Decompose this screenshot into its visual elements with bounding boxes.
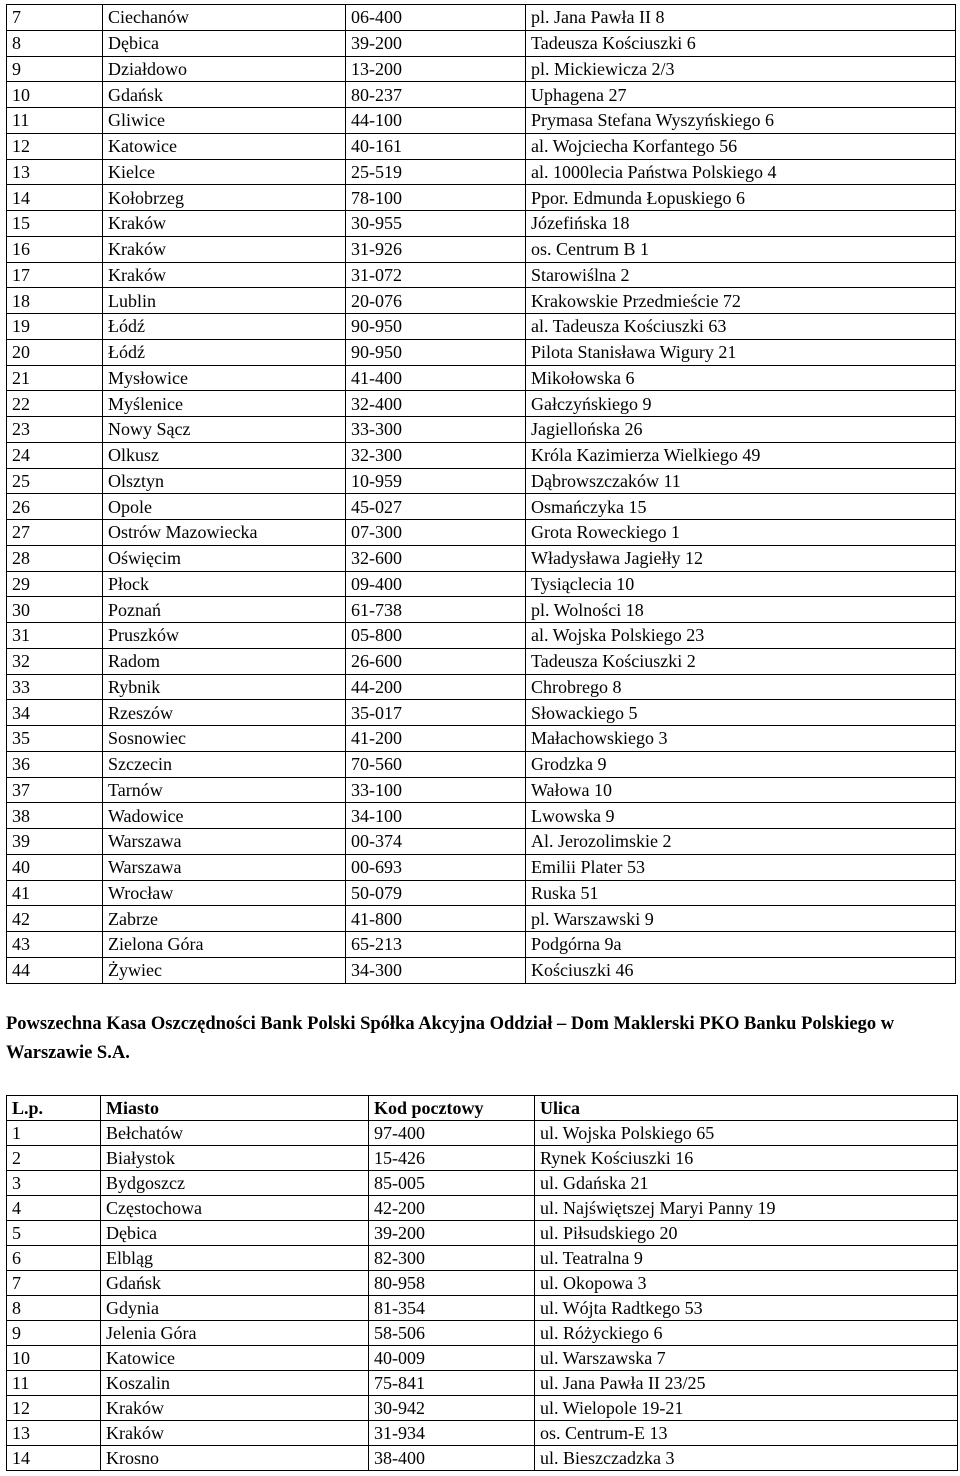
table-row xyxy=(7,1146,958,1171)
header-postal-code: Kod pocztowy xyxy=(369,1096,535,1121)
cell-postal-code: 80-958 xyxy=(369,1271,535,1296)
cell-lp: 9 xyxy=(7,56,103,82)
cell-street: al. Wojciecha Korfantego 56 xyxy=(526,133,956,159)
cell-postal-code: 44-100 xyxy=(346,108,526,134)
cell-lp: 13 xyxy=(7,159,103,185)
cell-postal-code: 32-600 xyxy=(346,545,526,571)
cell-postal-code: 39-200 xyxy=(369,1221,535,1246)
cell-lp: 34 xyxy=(7,700,103,726)
cell-street: al. Tadeusza Kościuszki 63 xyxy=(526,314,956,340)
table-row xyxy=(7,211,956,237)
cell-city: Gliwice xyxy=(103,108,346,134)
cell-lp: 23 xyxy=(7,417,103,443)
section-heading: Powszechna Kasa Oszczędności Bank Polski Spółka Akcyjna Oddział – Dom Maklerski PKO Banku Polskiego w Warszawie S.A. xyxy=(6,1014,895,1063)
cell-city: Dębica xyxy=(101,1221,369,1246)
cell-postal-code: 39-200 xyxy=(346,30,526,56)
cell-lp: 8 xyxy=(7,30,103,56)
table-row xyxy=(7,1171,958,1196)
table-row xyxy=(7,803,956,829)
cell-postal-code: 70-560 xyxy=(346,751,526,777)
cell-city: Kielce xyxy=(103,159,346,185)
table-row xyxy=(7,1271,958,1296)
table-row xyxy=(7,1396,958,1421)
cell-street: ul. Warszawska 7 xyxy=(535,1346,958,1371)
cell-lp: 13 xyxy=(7,1421,101,1446)
cell-city: Dębica xyxy=(103,30,346,56)
cell-lp: 40 xyxy=(7,854,103,880)
table-row xyxy=(7,906,956,932)
cell-lp: 10 xyxy=(7,1346,101,1371)
cell-postal-code: 32-300 xyxy=(346,442,526,468)
cell-city: Warszawa xyxy=(103,854,346,880)
cell-city: Łódź xyxy=(103,339,346,365)
cell-postal-code: 45-027 xyxy=(346,494,526,520)
cell-lp: 15 xyxy=(7,211,103,237)
cell-lp: 9 xyxy=(7,1321,101,1346)
cell-street: Emilii Plater 53 xyxy=(526,854,956,880)
table-row xyxy=(7,1296,958,1321)
cell-street: Starowiślna 2 xyxy=(526,262,956,288)
table-row xyxy=(7,288,956,314)
cell-lp: 37 xyxy=(7,777,103,803)
cell-lp: 12 xyxy=(7,1396,101,1421)
table-row xyxy=(7,1246,958,1271)
cell-street: Gałczyńskiego 9 xyxy=(526,391,956,417)
cell-lp: 4 xyxy=(7,1196,101,1221)
cell-city: Elbląg xyxy=(101,1246,369,1271)
cell-street: Uphagena 27 xyxy=(526,82,956,108)
cell-postal-code: 33-300 xyxy=(346,417,526,443)
table-row xyxy=(7,700,956,726)
table-row xyxy=(7,1221,958,1246)
cell-city: Kołobrzeg xyxy=(103,185,346,211)
table-row xyxy=(7,417,956,443)
cell-city: Pruszków xyxy=(103,623,346,649)
cell-lp: 28 xyxy=(7,545,103,571)
cell-city: Poznań xyxy=(103,597,346,623)
cell-city: Lublin xyxy=(103,288,346,314)
cell-street: ul. Wielopole 19-21 xyxy=(535,1396,958,1421)
table-row xyxy=(7,30,956,56)
cell-postal-code: 34-100 xyxy=(346,803,526,829)
cell-city: Wadowice xyxy=(103,803,346,829)
table-row xyxy=(7,957,956,983)
cell-postal-code: 13-200 xyxy=(346,56,526,82)
cell-city: Katowice xyxy=(101,1346,369,1371)
cell-city: Myślenice xyxy=(103,391,346,417)
cell-city: Kraków xyxy=(103,211,346,237)
cell-postal-code: 31-072 xyxy=(346,262,526,288)
cell-lp: 31 xyxy=(7,623,103,649)
cell-lp: 19 xyxy=(7,314,103,340)
cell-city: Zielona Góra xyxy=(103,932,346,958)
cell-postal-code: 40-161 xyxy=(346,133,526,159)
cell-city: Szczecin xyxy=(103,751,346,777)
cell-lp: 2 xyxy=(7,1146,101,1171)
cell-postal-code: 05-800 xyxy=(346,623,526,649)
cell-street: al. Wojska Polskiego 23 xyxy=(526,623,956,649)
table-row xyxy=(7,520,956,546)
cell-street: Prymasa Stefana Wyszyńskiego 6 xyxy=(526,108,956,134)
cell-lp: 36 xyxy=(7,751,103,777)
cell-postal-code: 35-017 xyxy=(346,700,526,726)
cell-street: Ruska 51 xyxy=(526,880,956,906)
cell-postal-code: 31-934 xyxy=(369,1421,535,1446)
cell-street: pl. Wolności 18 xyxy=(526,597,956,623)
cell-street: Ppor. Edmunda Łopuskiego 6 xyxy=(526,185,956,211)
table-row xyxy=(7,751,956,777)
cell-city: Radom xyxy=(103,648,346,674)
cell-postal-code: 50-079 xyxy=(346,880,526,906)
cell-lp: 42 xyxy=(7,906,103,932)
cell-lp: 22 xyxy=(7,391,103,417)
cell-street: Króla Kazimierza Wielkiego 49 xyxy=(526,442,956,468)
table-row xyxy=(7,159,956,185)
table-row xyxy=(7,262,956,288)
cell-lp: 27 xyxy=(7,520,103,546)
cell-postal-code: 75-841 xyxy=(369,1371,535,1396)
cell-street: Grodzka 9 xyxy=(526,751,956,777)
cell-lp: 26 xyxy=(7,494,103,520)
table-row xyxy=(7,648,956,674)
cell-street: Dąbrowszczaków 11 xyxy=(526,468,956,494)
cell-postal-code: 25-519 xyxy=(346,159,526,185)
table-row xyxy=(7,494,956,520)
cell-postal-code: 82-300 xyxy=(369,1246,535,1271)
cell-street: Mikołowska 6 xyxy=(526,365,956,391)
cell-street: Wałowa 10 xyxy=(526,777,956,803)
header-city: Miasto xyxy=(101,1096,369,1121)
cell-postal-code: 90-950 xyxy=(346,339,526,365)
cell-lp: 8 xyxy=(7,1296,101,1321)
cell-postal-code: 41-800 xyxy=(346,906,526,932)
cell-postal-code: 61-738 xyxy=(346,597,526,623)
cell-street: ul. Okopowa 3 xyxy=(535,1271,958,1296)
cell-lp: 41 xyxy=(7,880,103,906)
cell-street: Józefińska 18 xyxy=(526,211,956,237)
cell-lp: 11 xyxy=(7,108,103,134)
cell-street: ul. Bieszczadzka 3 xyxy=(535,1446,958,1471)
cell-street: ul. Jana Pawła II 23/25 xyxy=(535,1371,958,1396)
table-row xyxy=(7,365,956,391)
table-row xyxy=(7,236,956,262)
cell-lp: 43 xyxy=(7,932,103,958)
cell-lp: 10 xyxy=(7,82,103,108)
table-row xyxy=(7,932,956,958)
cell-postal-code: 30-942 xyxy=(369,1396,535,1421)
cell-city: Sosnowiec xyxy=(103,726,346,752)
cell-lp: 1 xyxy=(7,1121,101,1146)
cell-lp: 21 xyxy=(7,365,103,391)
branch-table-2 xyxy=(6,1095,958,1471)
cell-city: Oświęcim xyxy=(103,545,346,571)
cell-city: Żywiec xyxy=(103,957,346,983)
cell-street: ul. Piłsudskiego 20 xyxy=(535,1221,958,1246)
cell-lp: 7 xyxy=(7,5,103,31)
cell-street: os. Centrum B 1 xyxy=(526,236,956,262)
cell-street: Pilota Stanisława Wigury 21 xyxy=(526,339,956,365)
cell-postal-code: 20-076 xyxy=(346,288,526,314)
cell-postal-code: 81-354 xyxy=(369,1296,535,1321)
table-row xyxy=(7,854,956,880)
cell-city: Rzeszów xyxy=(103,700,346,726)
table-row xyxy=(7,185,956,211)
cell-postal-code: 40-009 xyxy=(369,1346,535,1371)
cell-street: Al. Jerozolimskie 2 xyxy=(526,829,956,855)
cell-street: Tadeusza Kościuszki 2 xyxy=(526,648,956,674)
cell-city: Kraków xyxy=(101,1396,369,1421)
cell-postal-code: 30-955 xyxy=(346,211,526,237)
cell-street: Chrobrego 8 xyxy=(526,674,956,700)
table-row xyxy=(7,314,956,340)
cell-postal-code: 78-100 xyxy=(346,185,526,211)
cell-city: Bełchatów xyxy=(101,1121,369,1146)
cell-city: Wrocław xyxy=(103,880,346,906)
cell-postal-code: 34-300 xyxy=(346,957,526,983)
cell-street: Jagiellońska 26 xyxy=(526,417,956,443)
table-row xyxy=(7,5,956,31)
cell-street: Tysiąclecia 10 xyxy=(526,571,956,597)
cell-street: Rynek Kościuszki 16 xyxy=(535,1146,958,1171)
cell-lp: 11 xyxy=(7,1371,101,1396)
cell-street: al. 1000lecia Państwa Polskiego 4 xyxy=(526,159,956,185)
cell-city: Mysłowice xyxy=(103,365,346,391)
cell-city: Ostrów Mazowiecka xyxy=(103,520,346,546)
cell-city: Łódź xyxy=(103,314,346,340)
cell-postal-code: 85-005 xyxy=(369,1171,535,1196)
cell-street: ul. Teatralna 9 xyxy=(535,1246,958,1271)
cell-postal-code: 42-200 xyxy=(369,1196,535,1221)
cell-street: ul. Różyckiego 6 xyxy=(535,1321,958,1346)
cell-postal-code: 00-374 xyxy=(346,829,526,855)
cell-postal-code: 65-213 xyxy=(346,932,526,958)
table-row xyxy=(7,1446,958,1471)
table-row xyxy=(7,623,956,649)
cell-postal-code: 41-200 xyxy=(346,726,526,752)
cell-lp: 6 xyxy=(7,1246,101,1271)
cell-lp: 38 xyxy=(7,803,103,829)
cell-lp: 14 xyxy=(7,185,103,211)
cell-postal-code: 58-506 xyxy=(369,1321,535,1346)
table-row xyxy=(7,1421,958,1446)
table-row xyxy=(7,1321,958,1346)
cell-city: Warszawa xyxy=(103,829,346,855)
header-lp: L.p. xyxy=(7,1096,101,1121)
table-row xyxy=(7,1196,958,1221)
cell-street: ul. Wójta Radtkego 53 xyxy=(535,1296,958,1321)
cell-city: Bydgoszcz xyxy=(101,1171,369,1196)
cell-lp: 14 xyxy=(7,1446,101,1471)
table-row xyxy=(7,339,956,365)
table-row xyxy=(7,880,956,906)
cell-street: Kościuszki 46 xyxy=(526,957,956,983)
table-row xyxy=(7,726,956,752)
table-row xyxy=(7,108,956,134)
cell-city: Kraków xyxy=(103,262,346,288)
cell-lp: 16 xyxy=(7,236,103,262)
cell-street: Osmańczyka 15 xyxy=(526,494,956,520)
cell-city: Tarnów xyxy=(103,777,346,803)
cell-street: pl. Mickiewicza 2/3 xyxy=(526,56,956,82)
cell-postal-code: 31-926 xyxy=(346,236,526,262)
cell-city: Kraków xyxy=(103,236,346,262)
cell-city: Płock xyxy=(103,571,346,597)
table-row xyxy=(7,391,956,417)
cell-city: Działdowo xyxy=(103,56,346,82)
table-row xyxy=(7,1371,958,1396)
cell-street: os. Centrum-E 13 xyxy=(535,1421,958,1446)
cell-postal-code: 80-237 xyxy=(346,82,526,108)
cell-city: Gdańsk xyxy=(101,1271,369,1296)
table-row xyxy=(7,82,956,108)
cell-street: ul. Wojska Polskiego 65 xyxy=(535,1121,958,1146)
branch-table-1 xyxy=(6,4,956,984)
cell-lp: 12 xyxy=(7,133,103,159)
header-street: Ulica xyxy=(535,1096,958,1121)
cell-city: Ciechanów xyxy=(103,5,346,31)
table-row xyxy=(7,56,956,82)
cell-street: Tadeusza Kościuszki 6 xyxy=(526,30,956,56)
cell-lp: 44 xyxy=(7,957,103,983)
cell-lp: 3 xyxy=(7,1171,101,1196)
cell-lp: 7 xyxy=(7,1271,101,1296)
cell-street: pl. Warszawski 9 xyxy=(526,906,956,932)
cell-postal-code: 97-400 xyxy=(369,1121,535,1146)
cell-lp: 5 xyxy=(7,1221,101,1246)
cell-street: Lwowska 9 xyxy=(526,803,956,829)
table-row xyxy=(7,597,956,623)
cell-street: ul. Gdańska 21 xyxy=(535,1171,958,1196)
cell-city: Zabrze xyxy=(103,906,346,932)
cell-postal-code: 10-959 xyxy=(346,468,526,494)
cell-postal-code: 06-400 xyxy=(346,5,526,31)
table-row xyxy=(7,545,956,571)
cell-city: Gdańsk xyxy=(103,82,346,108)
table-row xyxy=(7,777,956,803)
cell-lp: 32 xyxy=(7,648,103,674)
table-row xyxy=(7,133,956,159)
table-header-row xyxy=(7,1096,958,1121)
cell-lp: 39 xyxy=(7,829,103,855)
cell-lp: 30 xyxy=(7,597,103,623)
cell-street: Krakowskie Przedmieście 72 xyxy=(526,288,956,314)
cell-city: Nowy Sącz xyxy=(103,417,346,443)
cell-lp: 29 xyxy=(7,571,103,597)
table-row xyxy=(7,571,956,597)
cell-postal-code: 07-300 xyxy=(346,520,526,546)
cell-city: Koszalin xyxy=(101,1371,369,1396)
cell-postal-code: 44-200 xyxy=(346,674,526,700)
cell-postal-code: 90-950 xyxy=(346,314,526,340)
cell-street: Małachowskiego 3 xyxy=(526,726,956,752)
cell-city: Olsztyn xyxy=(103,468,346,494)
cell-postal-code: 32-400 xyxy=(346,391,526,417)
cell-street: Słowackiego 5 xyxy=(526,700,956,726)
cell-city: Kraków xyxy=(101,1421,369,1446)
cell-city: Częstochowa xyxy=(101,1196,369,1221)
cell-postal-code: 00-693 xyxy=(346,854,526,880)
cell-street: pl. Jana Pawła II 8 xyxy=(526,5,956,31)
cell-city: Gdynia xyxy=(101,1296,369,1321)
cell-postal-code: 33-100 xyxy=(346,777,526,803)
cell-lp: 25 xyxy=(7,468,103,494)
cell-lp: 35 xyxy=(7,726,103,752)
table-row xyxy=(7,674,956,700)
cell-city: Krosno xyxy=(101,1446,369,1471)
cell-city: Jelenia Góra xyxy=(101,1321,369,1346)
table-row xyxy=(7,468,956,494)
table-row xyxy=(7,1121,958,1146)
cell-lp: 20 xyxy=(7,339,103,365)
table-row xyxy=(7,829,956,855)
cell-lp: 17 xyxy=(7,262,103,288)
cell-postal-code: 38-400 xyxy=(369,1446,535,1471)
table-row xyxy=(7,442,956,468)
cell-city: Rybnik xyxy=(103,674,346,700)
cell-postal-code: 15-426 xyxy=(369,1146,535,1171)
cell-street: Grota Roweckiego 1 xyxy=(526,520,956,546)
cell-street: Władysława Jagiełły 12 xyxy=(526,545,956,571)
cell-lp: 24 xyxy=(7,442,103,468)
cell-postal-code: 26-600 xyxy=(346,648,526,674)
cell-street: Podgórna 9a xyxy=(526,932,956,958)
cell-city: Katowice xyxy=(103,133,346,159)
cell-lp: 33 xyxy=(7,674,103,700)
cell-lp: 18 xyxy=(7,288,103,314)
cell-postal-code: 09-400 xyxy=(346,571,526,597)
cell-city: Białystok xyxy=(101,1146,369,1171)
cell-city: Opole xyxy=(103,494,346,520)
cell-street: ul. Najświętszej Maryi Panny 19 xyxy=(535,1196,958,1221)
table-row xyxy=(7,1346,958,1371)
cell-postal-code: 41-400 xyxy=(346,365,526,391)
cell-city: Olkusz xyxy=(103,442,346,468)
